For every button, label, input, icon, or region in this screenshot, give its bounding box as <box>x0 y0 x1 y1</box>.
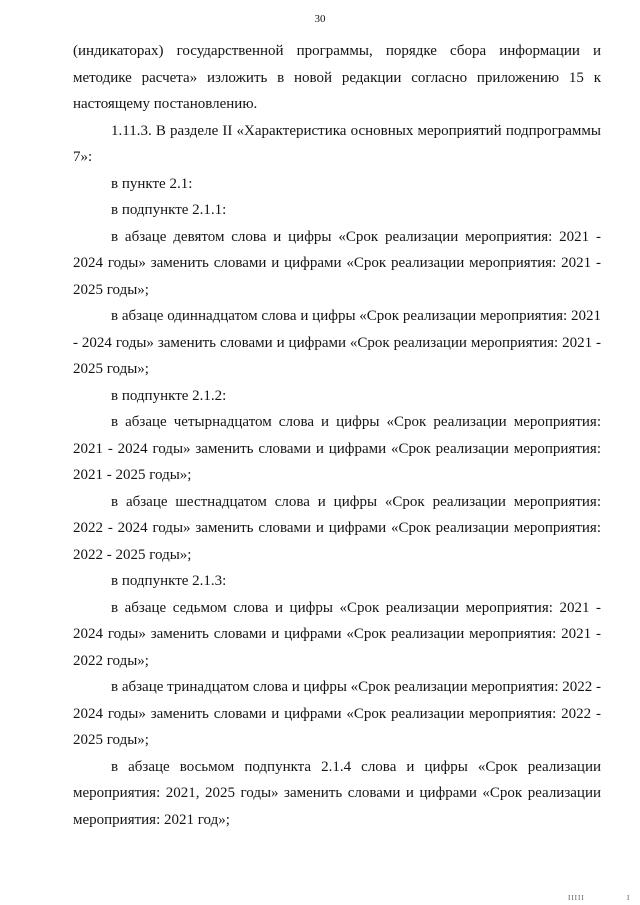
paragraph-item-2-1: в пункте 2.1: <box>111 175 193 192</box>
paragraph-section-heading: 1.11.3. В разделе II «Характеристика основных мероприятий подпрограммы 7»: <box>73 122 601 165</box>
paragraph-subitem-2-1-3: в подпункте 2.1.3: <box>111 573 227 589</box>
paragraph-amendment: в абзаце четырнадцатом слова и цифры «Срок реализации мероприятия: 2021 - 2024 годы» заменить словами и цифрами «Срок реализации мероприятия: 2021 - 2025 годы»; <box>73 414 601 483</box>
paragraph-continuation: (индикаторах) государственной программы, порядке сбора информации и методике расчета» изложить в новой редакции согласно приложению 15 к настоящему постановлению. <box>73 43 601 112</box>
page-number: 30 <box>314 13 326 25</box>
paragraph-amendment: в абзаце восьмом подпункта 2.1.4 слова и цифры «Срок реализации мероприятия: 2021, 2025 годы» заменить словами и цифрами «Срок реализации мероприятия: 2021 год»; <box>73 758 601 828</box>
paragraph-subitem-2-1-2: в подпункте 2.1.2: <box>111 387 227 404</box>
footer-scan-mark: IIIII <box>568 894 585 902</box>
paragraph-amendment: в абзаце тринадцатом слова и цифры «Срок реализации мероприятия: 2022 - 2024 годы» заменить словами и цифрами «Срок реализации мероприятия: 2022 - 2025 годы»; <box>73 679 601 748</box>
paragraph-amendment: в абзаце шестнадцатом слова и цифры «Срок реализации мероприятия: 2022 - 2024 годы» заменить словами и цифрами «Срок реализации мероприятия: 2022 - 2025 годы»; <box>73 493 601 563</box>
edge-scan-mark: I <box>627 894 630 902</box>
paragraph-amendment: в абзаце седьмом слова и цифры «Срок реализации мероприятия: 2021 - 2024 годы» заменить словами и цифрами «Срок реализации мероприятия: 2021 - 2022 годы»; <box>73 599 601 669</box>
paragraph-amendment: в абзаце девятом слова и цифры «Срок реализации мероприятия: 2021 - 2024 годы» заменить словами и цифрами «Срок реализации мероприятия: 2021 - 2025 годы»; <box>73 228 601 298</box>
document-body <box>73 38 601 833</box>
paragraph-amendment: в абзаце одиннадцатом слова и цифры «Срок реализации мероприятия: 2021 - 2024 годы» заменить словами и цифрами «Срок реализации мероприятия: 2021 - 2025 годы»; <box>73 308 601 377</box>
paragraph-subitem-2-1-1: в подпункте 2.1.1: <box>111 202 227 218</box>
